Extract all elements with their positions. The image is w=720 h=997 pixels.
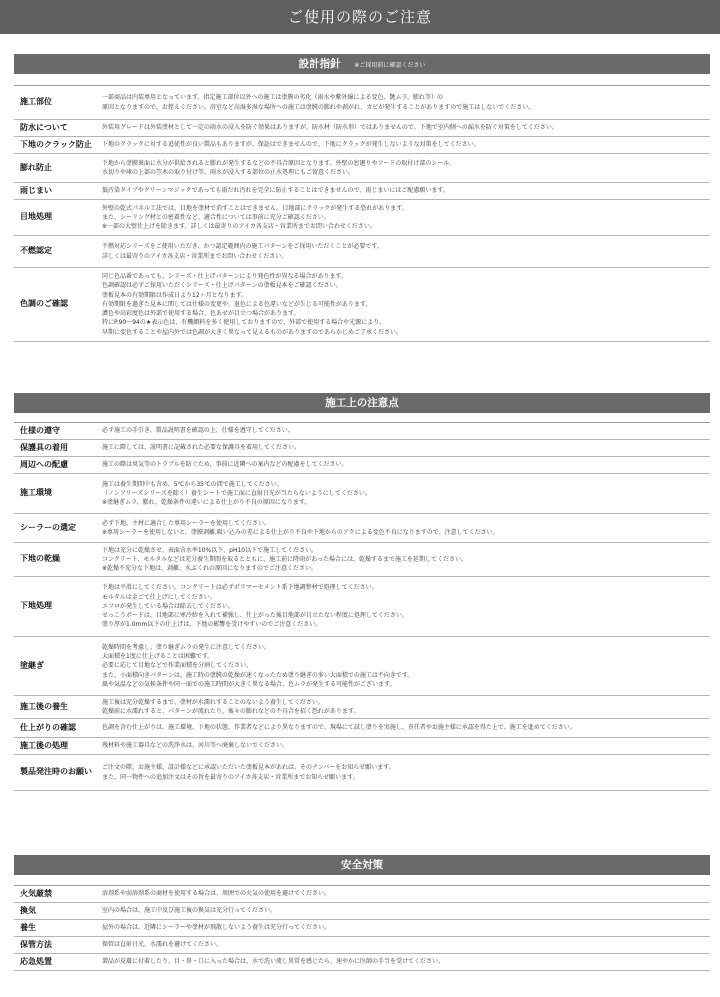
- row-text-line: また、シーリング材との密着性など、適合性については事前に充分ご確認ください。: [102, 213, 330, 221]
- row-content: [102, 955, 710, 968]
- row-text-line: 風や気温などの気候条件や同一面での施工時間が大きく異なる場合、色ムラが発生する可能性がございます。: [102, 680, 396, 688]
- row-text-line: 塗り厚が1.0mm以下の仕上げは、下地の影響を受けやすいのでご注意ください。: [102, 621, 322, 629]
- table-row: [14, 200, 710, 236]
- page-title: ご使用の際のご注意: [0, 0, 720, 34]
- row-label: 保管方法: [20, 939, 52, 949]
- row-text-line: 溶剤系や弱溶剤系の商材を使用する場合は、周囲での火気の使用を避けてください。: [102, 890, 331, 898]
- row-label: 施工後の養生: [20, 701, 68, 711]
- row-content: [102, 478, 710, 510]
- row-text-line: 下地は平滑にしてください。コンクリートは必ずポリマーセメント系下地調整材で処理してください。: [102, 584, 378, 592]
- row-text-line: 室内の場合は、施工中及び施工後の換気は充分行ってください。: [102, 907, 277, 915]
- table-row: [14, 86, 710, 120]
- row-label: 防水について: [20, 122, 68, 132]
- row-text-line: 施工は養生期間中も含め、5℃から35℃の間で施工してください。: [102, 480, 283, 488]
- row-content: [102, 121, 710, 134]
- row-content: [102, 581, 710, 631]
- row-text-line: 必ず下地、主材に適合した専用シーラーを使用してください。: [102, 519, 271, 527]
- row-label: 製品発注時のお願い: [20, 767, 92, 777]
- section-table-safety: [14, 885, 710, 971]
- row-content: [102, 938, 710, 951]
- table-row: [14, 637, 710, 696]
- row-content: [102, 696, 710, 718]
- table-row: [14, 474, 710, 514]
- table-row: [14, 514, 710, 543]
- row-text-line: 原因となりますので、お控えください。浴室など高湿多湿な場所への施工は塗膜の膨れや剥がれ、カビが発生することがありますので施工はしないでください。: [102, 103, 535, 111]
- row-content: [102, 424, 710, 437]
- row-label: 下地のクラック防止: [20, 139, 92, 149]
- row-label: シーラーの選定: [20, 522, 76, 532]
- table-row: [14, 154, 710, 183]
- table-row: [14, 696, 710, 719]
- row-text-line: 乾燥前に水濡れすると、パターンが流れたり、後々の膨れなどの不具合を招く恐れがあります。: [102, 708, 360, 715]
- row-label: 下地の乾燥: [20, 554, 60, 564]
- row-text-line: また、同一物件への追加注文はその旨を最寄りのアイカ各支店・営業所までお知らせ願います。: [102, 773, 359, 781]
- row-text-line: また、小面積向きパターンは、施工時の塗膜の乾燥が速くなったため塗り継ぎの多い大面積での施工は不向きです。: [102, 671, 414, 679]
- row-text-line: 大面積を1度に仕上げることは困難です。: [102, 653, 214, 661]
- row-text-line: 塗板見本の有効期限は作成日より12ヶ月となります。: [102, 291, 248, 299]
- section-title: 設計指針: [298, 58, 341, 70]
- row-text-line: 施工後は充分乾燥するまで、塗材が水濡れすることのないよう養生してください。: [102, 698, 324, 706]
- row-text-line: 必ず施工の手引き、製品説明書を確認の上、仕様を遵守してください。: [102, 427, 294, 435]
- table-row: [14, 457, 710, 474]
- row-text-line: 水切りや庫の上部の笠木の取り付け等、雨水が浸入する部位の止水処理にもご留意ください。: [102, 169, 355, 176]
- section-header-construction: [14, 393, 710, 413]
- row-label: 施工環境: [20, 488, 52, 498]
- row-label: 色調のご確認: [20, 299, 68, 309]
- row-text-line: 詳しくは最寄りのアイカ各支店・営業所までお問い合わせください。: [102, 252, 288, 260]
- row-text-line: 色調確認は必ずご採用いただくシリーズ・仕上げパターンの塗板見本をご確認ください。: [102, 282, 342, 290]
- row-label: 膨れ防止: [20, 162, 52, 172]
- row-label: 不燃認定: [20, 246, 52, 256]
- row-text-line: ※一部の大壁仕上げを除きます。詳しくは最寄りのアイカ各支店・営業所までお問い合わせください。: [102, 223, 376, 231]
- row-text-line: 外装用グレードは外装塗材として一定の雨水の浸入を防ぐ効果はありますが、防水材（防水形）ではありませんので、下地で室内側への漏水を防ぐ対策をしてください。: [102, 124, 558, 132]
- row-text-line: せっこうボードは、目地部に寒冷紗を入れて補強し、仕上がった後目地部が目立たない程度に処理してください。: [102, 612, 408, 620]
- row-content: [102, 138, 710, 151]
- row-text-line: 濃色や高彩度色は外部で使用する場合、色あせが目立つ場合があります。: [102, 310, 300, 318]
- row-content: [102, 921, 710, 934]
- row-label: 塗継ぎ: [20, 660, 44, 670]
- row-content: [102, 184, 710, 197]
- section-title: 安全対策: [341, 859, 383, 871]
- row-content: [102, 739, 710, 752]
- table-row: [14, 920, 710, 937]
- row-content: [102, 202, 710, 234]
- row-text-line: 乾燥時間を考慮し、塗り継ぎムラの発生に注意してください。: [102, 643, 271, 651]
- row-text-line: 下地は充分に乾燥させ、表面含水率10%以下、pH10以下で施工してください。: [102, 546, 318, 554]
- table-row: [14, 236, 710, 268]
- table-row: [14, 137, 710, 154]
- row-text-line: 低汚染タイプやクリーンマジックであっても雨だれ汚れを完全に防止することはできませんので、雨じまいにはご配慮願います。: [102, 187, 449, 195]
- table-row: [14, 903, 710, 920]
- row-label: 仕上がりの確認: [20, 722, 76, 732]
- row-label: 換気: [20, 905, 36, 915]
- row-text-line: 保管は直射日光、水濡れを避けてください。: [102, 941, 223, 949]
- section-header-design: [14, 54, 710, 74]
- table-row: [14, 886, 710, 903]
- row-label: 応急処置: [20, 956, 52, 966]
- section-title: 施工上の注意点: [325, 397, 399, 409]
- table-row: [14, 719, 710, 738]
- row-content: [102, 544, 710, 576]
- row-content: [102, 641, 710, 691]
- row-text-line: 施工の際は臭気等のトラブルを防ぐため、事前に近隣への案内などの配慮をしてください。: [102, 461, 348, 469]
- row-text-line: コンクリート、モルタルなどは充分養生期間を取るとともに、施工前に降雨があった場合には、乾燥するまで施工を延期してください。: [102, 555, 468, 563]
- row-text-line: 残材料や施工器具などの洗浄水は、河川等へ廃棄しないでください。: [102, 742, 289, 750]
- row-content: [102, 441, 710, 454]
- table-row: [14, 755, 710, 791]
- row-content: [102, 157, 710, 180]
- row-content: [102, 721, 710, 734]
- row-text-line: ※専用シーラーを使用しないと、塗膜剥離,吸い込みの差による仕上がり不良や下地からのアクによる変色不良になりますので、注意してください。: [102, 529, 499, 536]
- section-table-construction: [14, 422, 710, 791]
- row-label: 施工後の処理: [20, 740, 68, 750]
- row-text-line: （ノンフリーズシリーズを除く）養生シートで施工面に直射日光が当たらないようにしてください。: [102, 489, 371, 497]
- row-text-line: ※塗継ぎムラ、膨れ、乾燥条件の違いによる仕上がり不良の原因になります。: [102, 499, 311, 507]
- row-text-line: 外壁の乾式パネル工法では、目地を塗材で消すことはできません。目地部にクラックが発生する恐れがあります。: [102, 204, 408, 212]
- section-header-safety: [14, 855, 710, 875]
- table-row: [14, 440, 710, 457]
- row-text-line: 施工に際しては、説明書に記載された必要な保護具を着用してください。: [102, 444, 301, 452]
- table-row: [14, 183, 710, 200]
- row-text-line: 早期に変色することや屋内外では色調が大きく異なって見えるものがありますのであらかじめご了承ください。: [102, 328, 403, 336]
- row-text-line: 不燃対応シリーズをご使用いただき、かつ認定範囲内の施工パターンをご採用いただくことが必要です。: [102, 243, 383, 251]
- row-text-line: 屋外の場合は、近隣にシーラーや塗材が飛散しないよう養生は充分行ってください。: [102, 924, 331, 932]
- row-text-line: 特にP.90〜94の★表示色は、有機顔料を多く使用しておりますので、外部で使用する場合や光源により、: [102, 319, 386, 327]
- row-text-line: 色調を含む仕上がりは、施工環境、下地の状態、作業者などにより異なりますので、現場にて試し塗りを実施し、責任者やお施主様に承認を得た上で、施工を進めてください。: [102, 724, 576, 732]
- row-content: [102, 240, 710, 263]
- table-row: [14, 954, 710, 971]
- row-label: 火気厳禁: [20, 888, 52, 898]
- table-row: [14, 120, 710, 137]
- row-text-line: 下地のクラックに対する追従性が良い製品もありますが、保証はできませんので、下地にクラックが発生しないような対策をしてください。: [102, 141, 480, 149]
- table-row: [14, 268, 710, 342]
- section-table-design: [14, 85, 710, 342]
- row-content: [102, 91, 710, 114]
- row-text-line: 一部商品は内装専用となっています。指定施工部位以外への施工は塗膜の劣化（雨水や紫外線による変色、艶ムラ、膨れ等）の: [102, 94, 444, 102]
- row-label: 施工部位: [20, 97, 52, 107]
- row-label: 周辺への配慮: [20, 459, 68, 469]
- row-label: 目地処理: [20, 212, 52, 222]
- row-text-line: モルタルは金ごて仕上げにしてください。: [102, 593, 216, 601]
- row-text-line: 同じ色品番であっても、シリーズ・仕上げパターンにより発色性が異なる場合があります。: [102, 272, 348, 280]
- row-content: [102, 517, 710, 540]
- row-content: [102, 458, 710, 471]
- section-note: ※ご採用前に確認ください: [354, 62, 426, 69]
- row-text-line: ご注文の際、お施主様、設計様などに承認いただいた塗板見本があれば、そのナンバーをお知らせ願います。: [102, 764, 395, 772]
- row-text-line: エフロが発生している場合は除去してください。: [102, 602, 235, 610]
- table-row: [14, 937, 710, 954]
- row-label: 雨じまい: [20, 185, 52, 195]
- table-row: [14, 543, 710, 577]
- row-content: [102, 270, 710, 339]
- table-row: [14, 577, 710, 637]
- table-row: [14, 423, 710, 440]
- row-label: 仕様の遵守: [20, 425, 60, 435]
- table-row: [14, 738, 710, 755]
- row-label: 下地処理: [20, 601, 52, 611]
- row-text-line: 下地から塗膜裏面に水分が供給されると膨れが発生するなどの不具合原因となります。外壁の窓廻りやフードの取付け部のシール、: [102, 159, 455, 167]
- row-content: [102, 887, 710, 900]
- row-text-line: ※乾燥不充分な下地は、剥離、水ぶくれの原因になりますのでご注意ください。: [102, 565, 318, 573]
- row-content: [102, 761, 710, 784]
- row-text-line: 製品が皮膚に付着したり、目・鼻・口に入った場合は、水で洗い流し異常を感じたら、速やかに医師の手当を受けてください。: [102, 958, 445, 966]
- row-text-line: 有効期限を過ぎた見本に関しては仕様の変更や、退色による色違いなどが生じる可能性があります。: [102, 300, 372, 308]
- row-label: 保護具の着用: [20, 442, 68, 452]
- row-text-line: 必要に応じて目地などで作業面積を分割してください。: [102, 662, 253, 670]
- row-label: 養生: [20, 922, 36, 932]
- row-content: [102, 904, 710, 917]
